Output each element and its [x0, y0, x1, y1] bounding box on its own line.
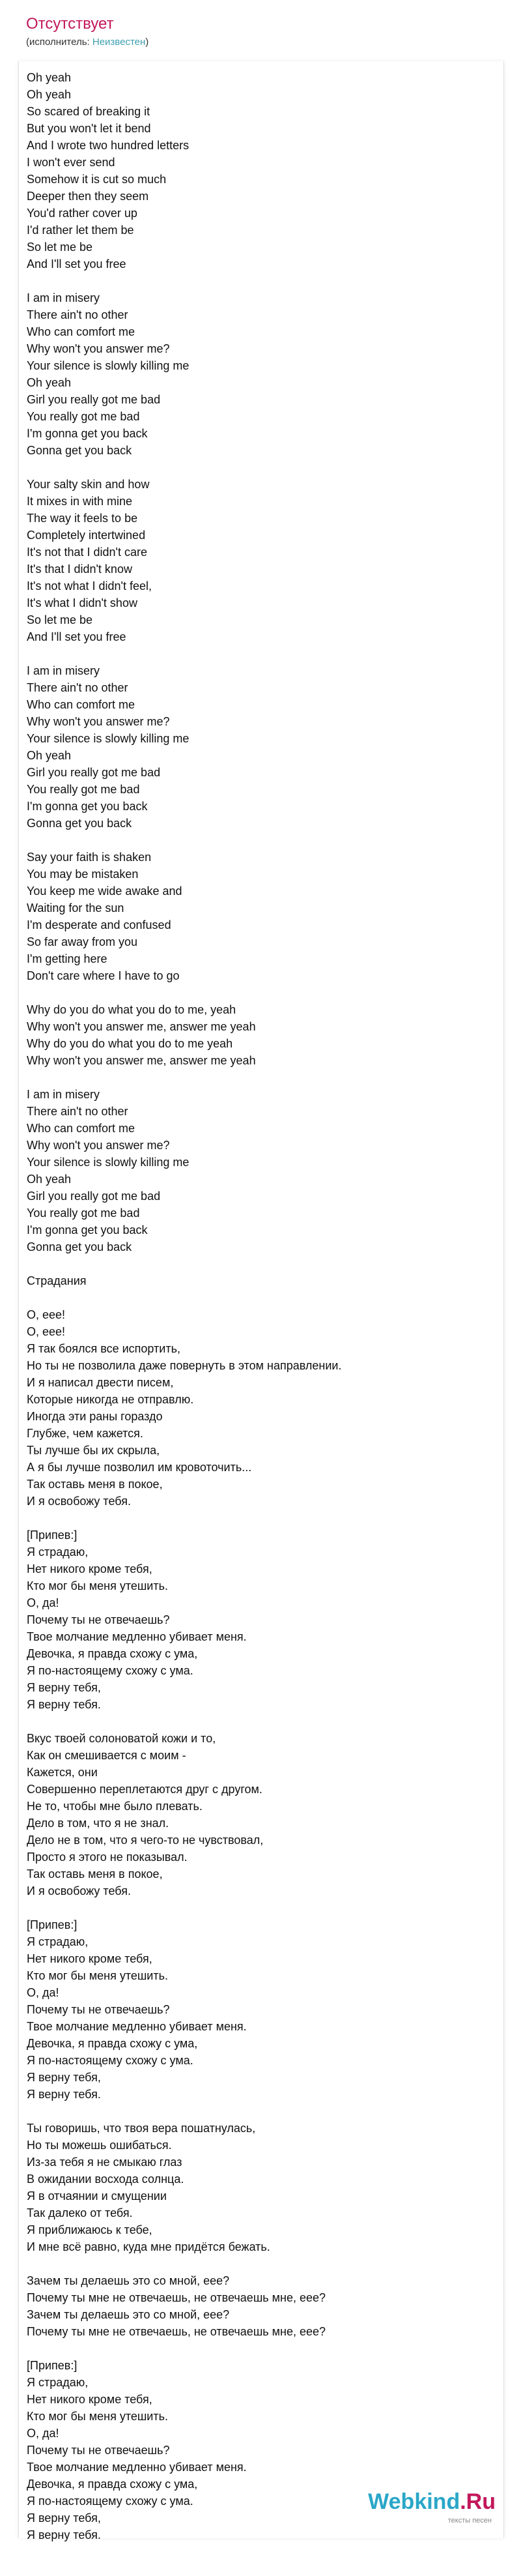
page-header: [26, 13, 495, 50]
logo-text: [365, 2487, 496, 2516]
artist-link[interactable]: Неизвестен: [92, 37, 146, 48]
lyrics-container: [18, 61, 504, 2541]
artist-prefix: (исполнитель:: [26, 37, 92, 48]
logo-tld: .Ru: [460, 2489, 496, 2514]
lyrics-text: Oh yeah Oh yeah So scared of breaking it But you won't let it bend And I wrote two hundred letters I won't ever send Somehow it is cut so much Deeper then they seem You'd rather cover up I'd rather let them be So let me be And I'll set you free I am in misery There ain't no other Who can comfort me Why won't you answer me? Your silence is slowly killing me Oh yeah Girl you really got me bad You really got me bad I'm gonna get you back Gonna get you back Your salty skin and how It mixes in with mine The way it feels to be Completely intertwined It's not that I didn't care It's that I didn't know It's not what I didn't feel, It's what I didn't show So let me be And I'll set you free I am in misery There ain't no other Who can comfort me Why won't you answer me? Your silence is slowly killing me Oh yeah Girl you really got me bad You really got me bad I'm gonna get you back Gonna get you back Say your faith is shaken You may be mistaken You keep me wide awake and Waiting for the sun I'm desperate and confused So far away from you I'm getting here Don't care where I have to go Why do you do what you do to me, yeah Why won't you answer me, answer me yeah Why do you do what you do to me yeah Why won't you answer me, answer me yeah I am in misery There ain't no other Who can comfort me Why won't you answer me? Your silence is slowly killing me Oh yeah Girl you really got me bad You really got me bad I'm gonna get you back Gonna get you back Страдания О, еее! О, еее! Я так боялся все испортить, Но ты не позволила даже повернуть в этом направлении. И я написал двести писем, Которые никогда не отправлю. Иногда эти раны гораздо Глубже, чем кажется. Ты лучше бы их скрыла, А я бы лучше позволил им кровоточить... Так оставь меня в покое, И я освобожу тебя. [Припев:] Я страдаю, Нет никого кроме тебя, Кто мог бы меня утешить. О, да! Почему ты не отвечаешь? Твое молчание медленно убивает меня. Девочка, я правда схожу с ума, Я по-настоящему схожу с ума. Я верну тебя, Я верну тебя. Вкус твоей солоноватой кожи и то, Как он смешивается с моим - Кажется, они Совершенно переплетаются друг с другом. Не то, чтобы мне было плевать. Дело в том, что я не знал. Дело не в том, что я чего-то не чувствовал, Просто я этого не показывал. Так оставь меня в покое, И я освобожу тебя. [Припев:] Я страдаю, Нет никого кроме тебя, Кто мог бы меня утешить. О, да! Почему ты не отвечаешь? Твое молчание медленно убивает меня. Девочка, я правда схожу с ума, Я по-настоящему схожу с ума. Я верну тебя, Я верну тебя. Ты говоришь, что твоя вера пошатнулась, Но ты можешь ошибаться. Из-за тебя я не смыкаю глаз В ожидании восхода солнца. Я в отчаянии и смущении Так далеко от тебя. Я приближаюсь к тебе, И мне всё равно, куда мне придётся бежать. Зачем ты делаешь это со мной, еее? Почему ты мне не отвечаешь, не отвечаешь мне, еее? Зачем ты делаешь это со мной, еее? Почему ты мне не отвечаешь, не отвечаешь мне, еее? [Припев:] Я страдаю, Нет никого кроме тебя, Кто мог бы меня утешить. О, да! Почему ты не отвечаешь? Твое молчание медленно убивает меня. Девочка, я правда схожу с ума, Я по-настоящему схожу с ума. Я верну тебя, Я верну тебя.: [27, 71, 342, 2541]
artist-suffix: ): [145, 37, 149, 48]
site-logo[interactable]: [365, 2487, 496, 2533]
logo-main: Webkind: [368, 2489, 460, 2514]
song-title: Отсутствует: [26, 15, 114, 33]
logo-subtitle: тексты песен: [447, 2517, 492, 2525]
artist-line: [26, 35, 495, 50]
